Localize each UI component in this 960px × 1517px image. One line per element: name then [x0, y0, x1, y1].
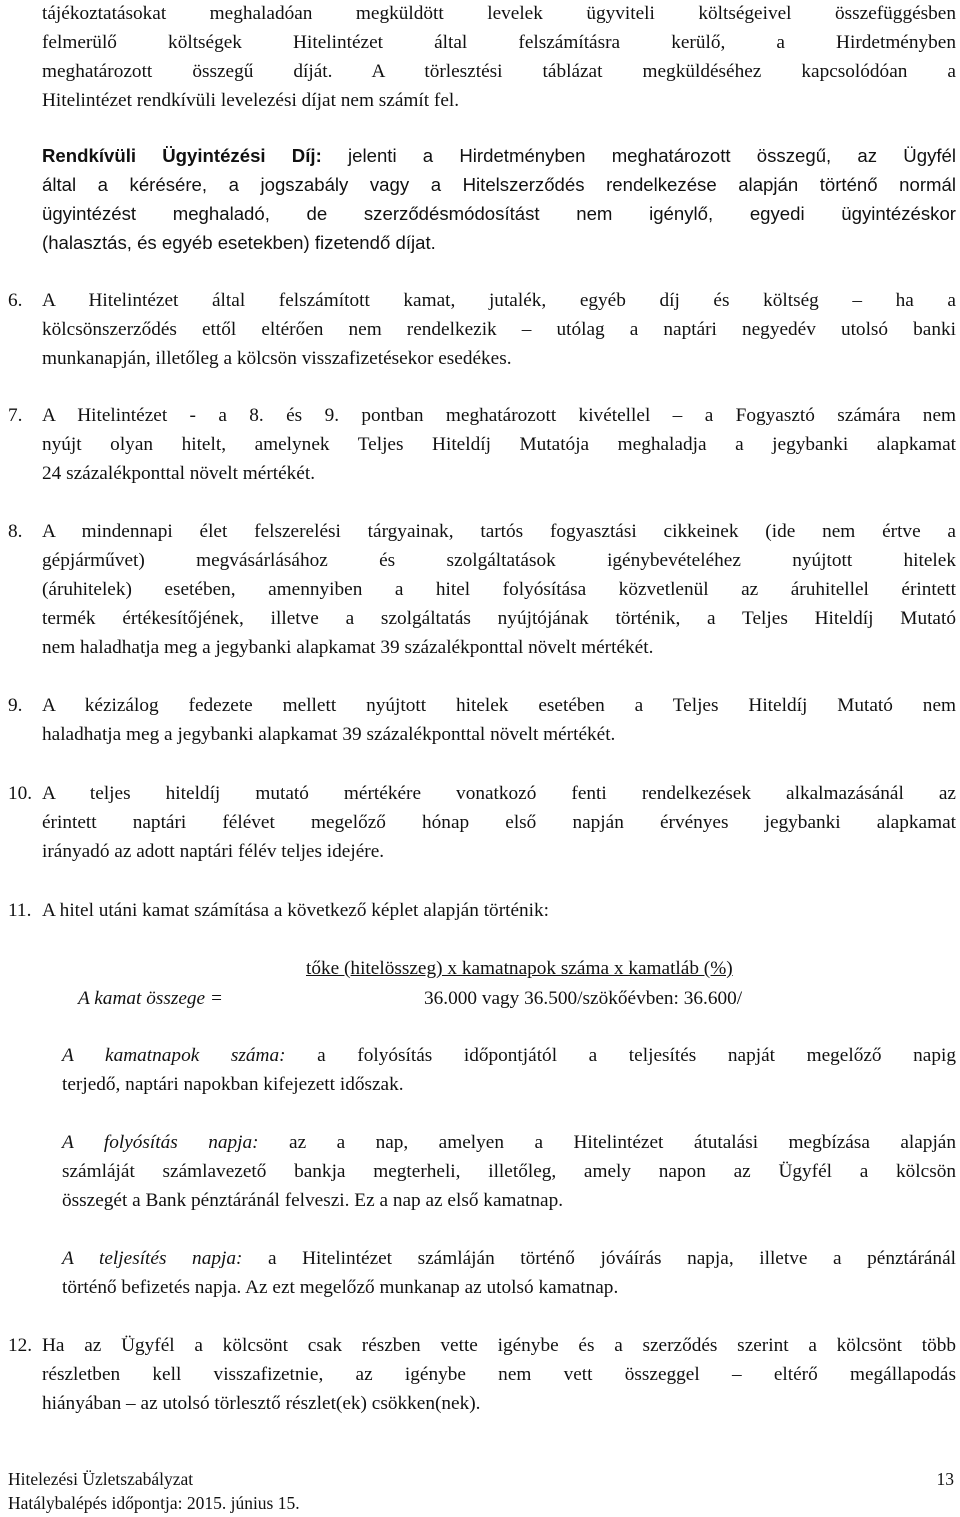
text-line: terjedő, naptári napokban kifejezett időszak.	[62, 1074, 404, 1095]
explanation-term: A folyósítás napja:	[62, 1132, 259, 1153]
explanation-term: A kamatnapok száma:	[62, 1045, 286, 1066]
text-line: 24 százalékponttal növelt mértékét.	[42, 463, 316, 484]
text-line: haladhatja meg a jegybanki alapkamat 39 százalékponttal növelt mértékét.	[42, 724, 616, 745]
text-line: tájékoztatásokat meghaladóan megküldött levelek ügyviteli költségeivel összefüggésben	[42, 3, 956, 24]
text-line: A Hitelintézet - a 8. és 9. pontban meghatározott kivétellel – a Fogyasztó számára nem	[42, 405, 956, 426]
item-text	[42, 401, 956, 488]
item-number: 11.	[8, 900, 32, 921]
text-line: Ha az Ügyfél a kölcsönt csak részben vette igénybe és a szerződés szerint a kölcsönt több	[42, 1335, 956, 1356]
text-line: (halasztás, és egyéb esetekben) fizetendő díjat.	[42, 232, 436, 253]
definition-text: jelenti a Hirdetményben meghatározott összegű, az Ügyfél	[321, 145, 956, 166]
definition-term: Rendkívüli Ügyintézési Díj:	[42, 145, 322, 166]
text-line: gépjárművet) megvásárlásához és szolgáltatások igénybevételéhez nyújtott hitelek	[42, 550, 956, 571]
explanation-settlement-day	[62, 1244, 956, 1302]
explanation-first-line	[62, 1244, 956, 1273]
text-line: összegét a Bank pénztáránál felveszi. Ez a nap az első kamatnap.	[62, 1190, 564, 1211]
text-line: termék értékesítőjének, illetve a szolgáltatás nyújtójának történik, a Teljes Hiteldíj Mutató	[42, 608, 956, 629]
text-line: hiányában – az utolsó törlesztő részlet(ek) csökken(nek).	[42, 1393, 481, 1414]
formula-label: A kamat összege =	[78, 988, 223, 1009]
explanation-interest-days	[62, 1041, 956, 1099]
text-line: történő befizetés napja. Az ezt megelőző munkanap az utolsó kamatnap.	[62, 1277, 619, 1298]
text-line: A Hitelintézet által felszámított kamat, jutalék, egyéb díj és költség – ha a	[42, 290, 956, 311]
explanation-text: a Hitelintézet számláján történő jóváírás napja, illetve a pénztáránál	[242, 1248, 956, 1269]
text-line: A kézizálog fedezete mellett nyújtott hitelek esetében a Teljes Hiteldíj Mutató nem	[42, 695, 956, 716]
item-text	[42, 286, 956, 373]
explanation-text: az a nap, amelyen a Hitelintézet átutalási megbízása alapján	[258, 1132, 956, 1153]
definition-paragraph	[42, 141, 956, 257]
item-text	[42, 779, 956, 866]
explanation-first-line	[62, 1128, 956, 1157]
item-number: 7.	[8, 405, 23, 426]
explanation-term: A teljesítés napja:	[62, 1248, 243, 1269]
text-line: részletben kell visszafizetnie, az igénybe nem vett összeggel – eltérő megállapodás	[42, 1364, 956, 1385]
formula-numerator: tőke (hitelösszeg) x kamatnapok száma x kamatláb (%)	[306, 958, 733, 979]
footer-effective-date: Hatálybalépés időpontja: 2015. június 15.	[8, 1493, 300, 1513]
item-number: 12.	[8, 1335, 33, 1356]
text-line: munkanapján, illetőleg a kölcsön visszafizetésekor esedékes.	[42, 348, 512, 369]
item-text	[42, 517, 956, 662]
text-line: számláját számlavezető bankja megterheli, illetőleg, amely napon az Ügyfél a kölcsön	[62, 1161, 956, 1182]
text-line: által a kérésére, a jogszabály vagy a Hitelszerződés rendelkezése alapján történő normál	[42, 174, 956, 195]
text-line: felmerülő költségek Hitelintézet által felszámításra kerülő, a Hirdetményben	[42, 32, 956, 53]
explanation-disbursement-day	[62, 1128, 956, 1215]
item-number: 9.	[8, 695, 23, 716]
item-text	[42, 896, 956, 925]
text-line: nem haladhatja meg a jegybanki alapkamat 39 százalékponttal növelt mértékét.	[42, 637, 654, 658]
text-line: nyújt olyan hitelt, amelynek Teljes Hiteldíj Mutatója meghaladja a jegybanki alapkamat	[42, 434, 956, 455]
formula-denominator: 36.000 vagy 36.500/szökőévben: 36.600/	[424, 988, 743, 1009]
text-line: A teljes hiteldíj mutató mértékére vonatkozó fenti rendelkezések alkalmazásánál az	[42, 783, 956, 804]
text-line: meghatározott összegű díját. A törlesztési táblázat megküldéséhez kapcsolódóan a	[42, 61, 956, 82]
text-line: A hitel utáni kamat számítása a következő képlet alapján történik:	[42, 900, 550, 921]
explanation-text: a folyósítás időpontjától a teljesítés napját megelőző napig	[285, 1045, 956, 1066]
text-line: irányadó az adott naptári félév teljes idejére.	[42, 841, 385, 862]
intro-paragraph	[42, 0, 956, 115]
text-line: (áruhitelek) esetében, amennyiben a hitel folyósítása közvetlenül az áruhitellel érintett	[42, 579, 956, 600]
item-text	[42, 691, 956, 749]
item-text	[42, 1331, 956, 1418]
definition-first-line	[42, 141, 956, 170]
item-number: 10.	[8, 783, 33, 804]
explanation-first-line	[62, 1041, 956, 1070]
text-line: Hitelintézet rendkívüli levelezési díjat nem számít fel.	[42, 90, 460, 111]
page-number: 13	[936, 1469, 954, 1489]
text-line: ügyintézést meghaladó, de szerződésmódosítást nem igénylő, egyedi ügyintézéskor	[42, 203, 956, 224]
text-line: kölcsönszerződés ettől eltérően nem rendelkezik – utólag a naptári negyedév utolsó banki	[42, 319, 956, 340]
footer-document-title: Hitelezési Üzletszabályzat	[8, 1469, 194, 1489]
text-line: A mindennapi élet felszerelési tárgyainak, tartós fogyasztási cikkeinek (ide nem értve a	[42, 521, 956, 542]
item-number: 6.	[8, 290, 23, 311]
text-line: érintett naptári félévet megelőző hónap első napján érvényes jegybanki alapkamat	[42, 812, 956, 833]
item-number: 8.	[8, 521, 23, 542]
